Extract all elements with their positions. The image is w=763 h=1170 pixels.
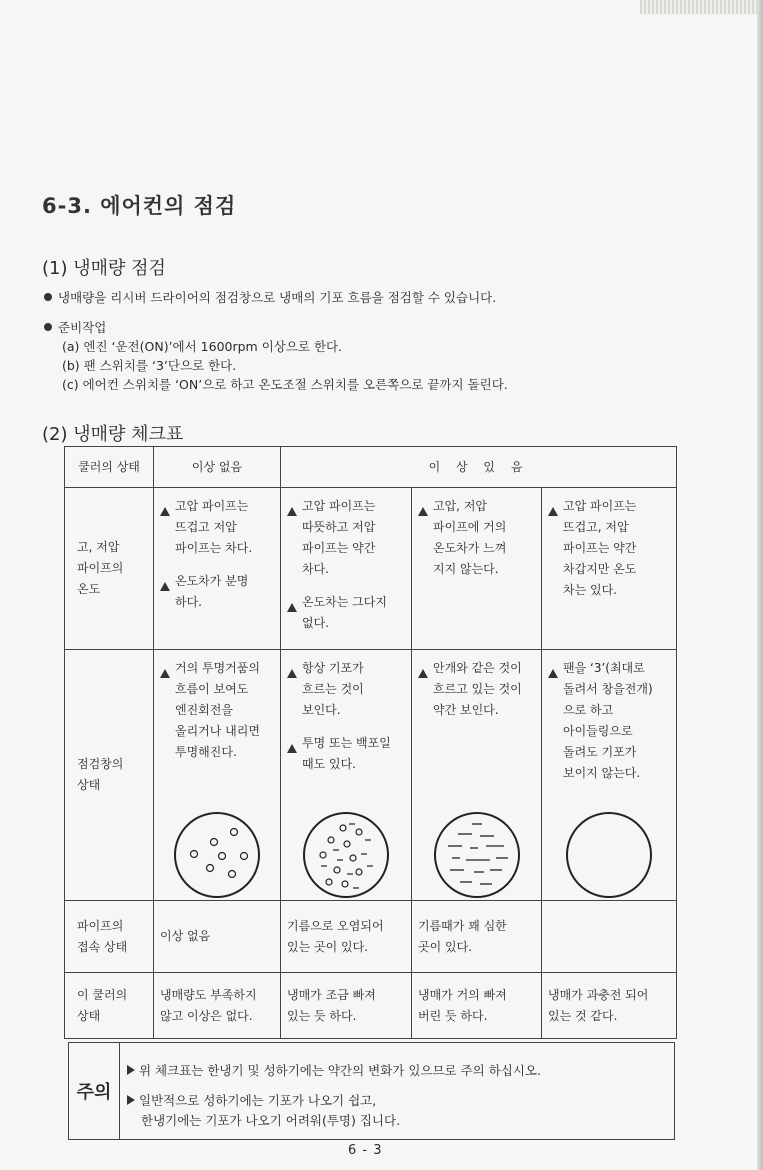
row-label-temperature — [65, 488, 154, 650]
table-row-pipe-joint — [65, 901, 677, 973]
cell-state-abn2 — [412, 973, 542, 1039]
row-label-cooler-state — [65, 973, 154, 1039]
cell-joint-abn1 — [281, 901, 412, 973]
cell-state-abn3 — [542, 973, 677, 1039]
triangle-icon — [287, 744, 297, 753]
list-item — [287, 733, 405, 775]
cell-text: 이상 없음 — [160, 929, 211, 943]
list-item — [160, 571, 274, 613]
table-row-sight-glass — [65, 650, 677, 901]
cell-text: 냉매가 조금 빠져 있는 듯 하다. — [287, 987, 376, 1023]
cell-window-abn1 — [281, 650, 412, 901]
cell-text: 냉매량도 부족하지 않고 이상은 없다. — [160, 987, 257, 1023]
refrigerant-bullet — [44, 288, 496, 306]
cell-joint-abn3 — [542, 901, 677, 973]
triangle-icon — [160, 582, 170, 591]
cell-text: 온도차는 그다지 없다. — [302, 595, 387, 630]
cell-window-abn2 — [412, 650, 542, 901]
table-row-temperature — [65, 488, 677, 650]
triangle-icon — [418, 669, 428, 678]
refrigerant-bullet-text: 냉매량을 리시버 드라이어의 점검창으로 냉매의 기포 흐름을 점검할 수 있습니다. — [58, 290, 497, 305]
list-item — [548, 658, 670, 784]
row-label-text: 고, 저압 파이프의 온도 — [77, 540, 124, 596]
row-label-sight-glass — [65, 650, 154, 901]
arrow-icon — [127, 1065, 135, 1075]
prep-step-c: (c) 에어컨 스위치를 ‘ON’으로 하고 온도조절 스위치를 오른쪽으로 끝까지 돌린다. — [62, 377, 508, 392]
bullet-icon — [44, 293, 52, 301]
cell-text: 기름때가 꽤 심한 곳이 있다. — [418, 918, 507, 954]
row-label-text: 이 쿨러의 상태 — [77, 987, 128, 1023]
cell-temp-abn1 — [281, 488, 412, 650]
caution-line-3: 한냉기에는 기포가 나오기 어려워(투명) 집니다. — [141, 1113, 401, 1128]
sight-glass-clear-bubbles-icon — [172, 810, 262, 900]
row-label-text: 점검창의 상태 — [77, 757, 124, 792]
table-row-cooler-state — [65, 973, 677, 1039]
prep-step-b: (b) 팬 스위치를 ‘3’단으로 한다. — [62, 358, 237, 373]
list-item — [160, 658, 274, 763]
caution-line-1 — [127, 1061, 541, 1079]
sight-glass-clear-icon — [564, 810, 654, 900]
arrow-icon — [127, 1095, 135, 1105]
list-item — [548, 496, 670, 601]
cell-text: 고압 파이프는 따뜻하고 저압 파이프는 약간 차다. — [302, 499, 376, 576]
list-item — [418, 496, 535, 580]
prep-title: 준비작업 — [58, 320, 107, 335]
header-status: 쿨러의 상태 — [65, 447, 154, 488]
triangle-icon — [287, 603, 297, 612]
cell-text: 온도차가 분명 하다. — [175, 574, 249, 609]
triangle-icon — [548, 669, 558, 678]
cell-text: 고압 파이프는 뜨겁고 저압 파이프는 차다. — [175, 499, 253, 555]
page-edge — [757, 0, 763, 1170]
cell-text: 팬을 ‘3’(최대로 돌려서 창을전개) 으로 하고 아이들링으로 돌려도 기포가 보이지 않는다. — [563, 661, 653, 780]
cell-state-normal — [154, 973, 281, 1039]
triangle-icon — [548, 507, 558, 516]
refrigerant-check-table — [64, 446, 677, 1039]
subsection-1-title: (1) 냉매량 점검 — [42, 258, 166, 279]
bullet-icon — [44, 323, 52, 331]
table-header-row — [65, 447, 677, 488]
cell-window-abn3 — [542, 650, 677, 901]
cell-temp-abn3 — [542, 488, 677, 650]
subsection-2-title: (2) 냉매량 체크표 — [42, 424, 184, 445]
cell-text: 안개와 같은 것이 흐르고 있는 것이 약간 보인다. — [433, 661, 522, 717]
page-number: 6 - 3 — [348, 1143, 383, 1158]
cell-text: 고압 파이프는 뜨겁고, 저압 파이프는 약간 차갑지만 온도 차는 있다. — [563, 499, 637, 597]
prep-step-a: (a) 엔진 ‘운전(ON)’에서 1600rpm 이상으로 한다. — [62, 339, 343, 354]
caution-box — [68, 1042, 675, 1140]
prep-heading — [44, 318, 106, 336]
triangle-icon — [160, 507, 170, 516]
list-item — [287, 658, 405, 721]
header-normal: 이상 없음 — [154, 447, 281, 488]
cell-temp-normal — [154, 488, 281, 650]
cell-text: 항상 기포가 흐르는 것이 보인다. — [302, 661, 364, 717]
cell-window-normal — [154, 650, 281, 901]
cell-text: 기름으로 오염되어 있는 곳이 있다. — [287, 918, 384, 954]
triangle-icon — [160, 669, 170, 678]
row-label-text: 파이프의 접속 상태 — [77, 918, 128, 954]
list-item — [160, 496, 274, 559]
scan-band — [640, 0, 763, 14]
list-item — [418, 658, 535, 721]
cell-text: 고압, 저압 파이프에 거의 온도차가 느껴 지지 않는다. — [433, 499, 507, 576]
cell-text: 냉매가 거의 빠져 버린 듯 하다. — [418, 987, 507, 1023]
caution-text: 일반적으로 성하기에는 기포가 나오기 쉽고, — [139, 1093, 377, 1108]
cell-text: 투명 또는 백포일 때도 있다. — [302, 736, 391, 771]
cell-text: 거의 투명거품의 흐름이 보여도 엔진회전을 올리거나 내리면 투명해진다. — [175, 661, 260, 759]
cell-text: 냉매가 과충전 되어 있는 것 같다. — [548, 987, 649, 1023]
caution-line-2 — [127, 1091, 376, 1109]
section-title: 6-3. 에어컨의 점검 — [42, 194, 237, 218]
triangle-icon — [418, 507, 428, 516]
list-item — [287, 592, 405, 634]
triangle-icon — [287, 507, 297, 516]
sight-glass-mist-icon — [432, 810, 522, 900]
cell-state-abn1 — [281, 973, 412, 1039]
cell-temp-abn2 — [412, 488, 542, 650]
sight-glass-bubbles-icon — [301, 810, 391, 900]
list-item — [287, 496, 405, 580]
header-abnormal: 이 상 있 음 — [281, 447, 677, 488]
caution-label: 주의 — [69, 1043, 120, 1139]
row-label-pipe-joint — [65, 901, 154, 973]
cell-joint-abn2 — [412, 901, 542, 973]
triangle-icon — [287, 669, 297, 678]
caution-text: 위 체크표는 한냉기 및 성하기에는 약간의 변화가 있으므로 주의 하십시오. — [139, 1063, 541, 1078]
cell-joint-normal — [154, 901, 281, 973]
